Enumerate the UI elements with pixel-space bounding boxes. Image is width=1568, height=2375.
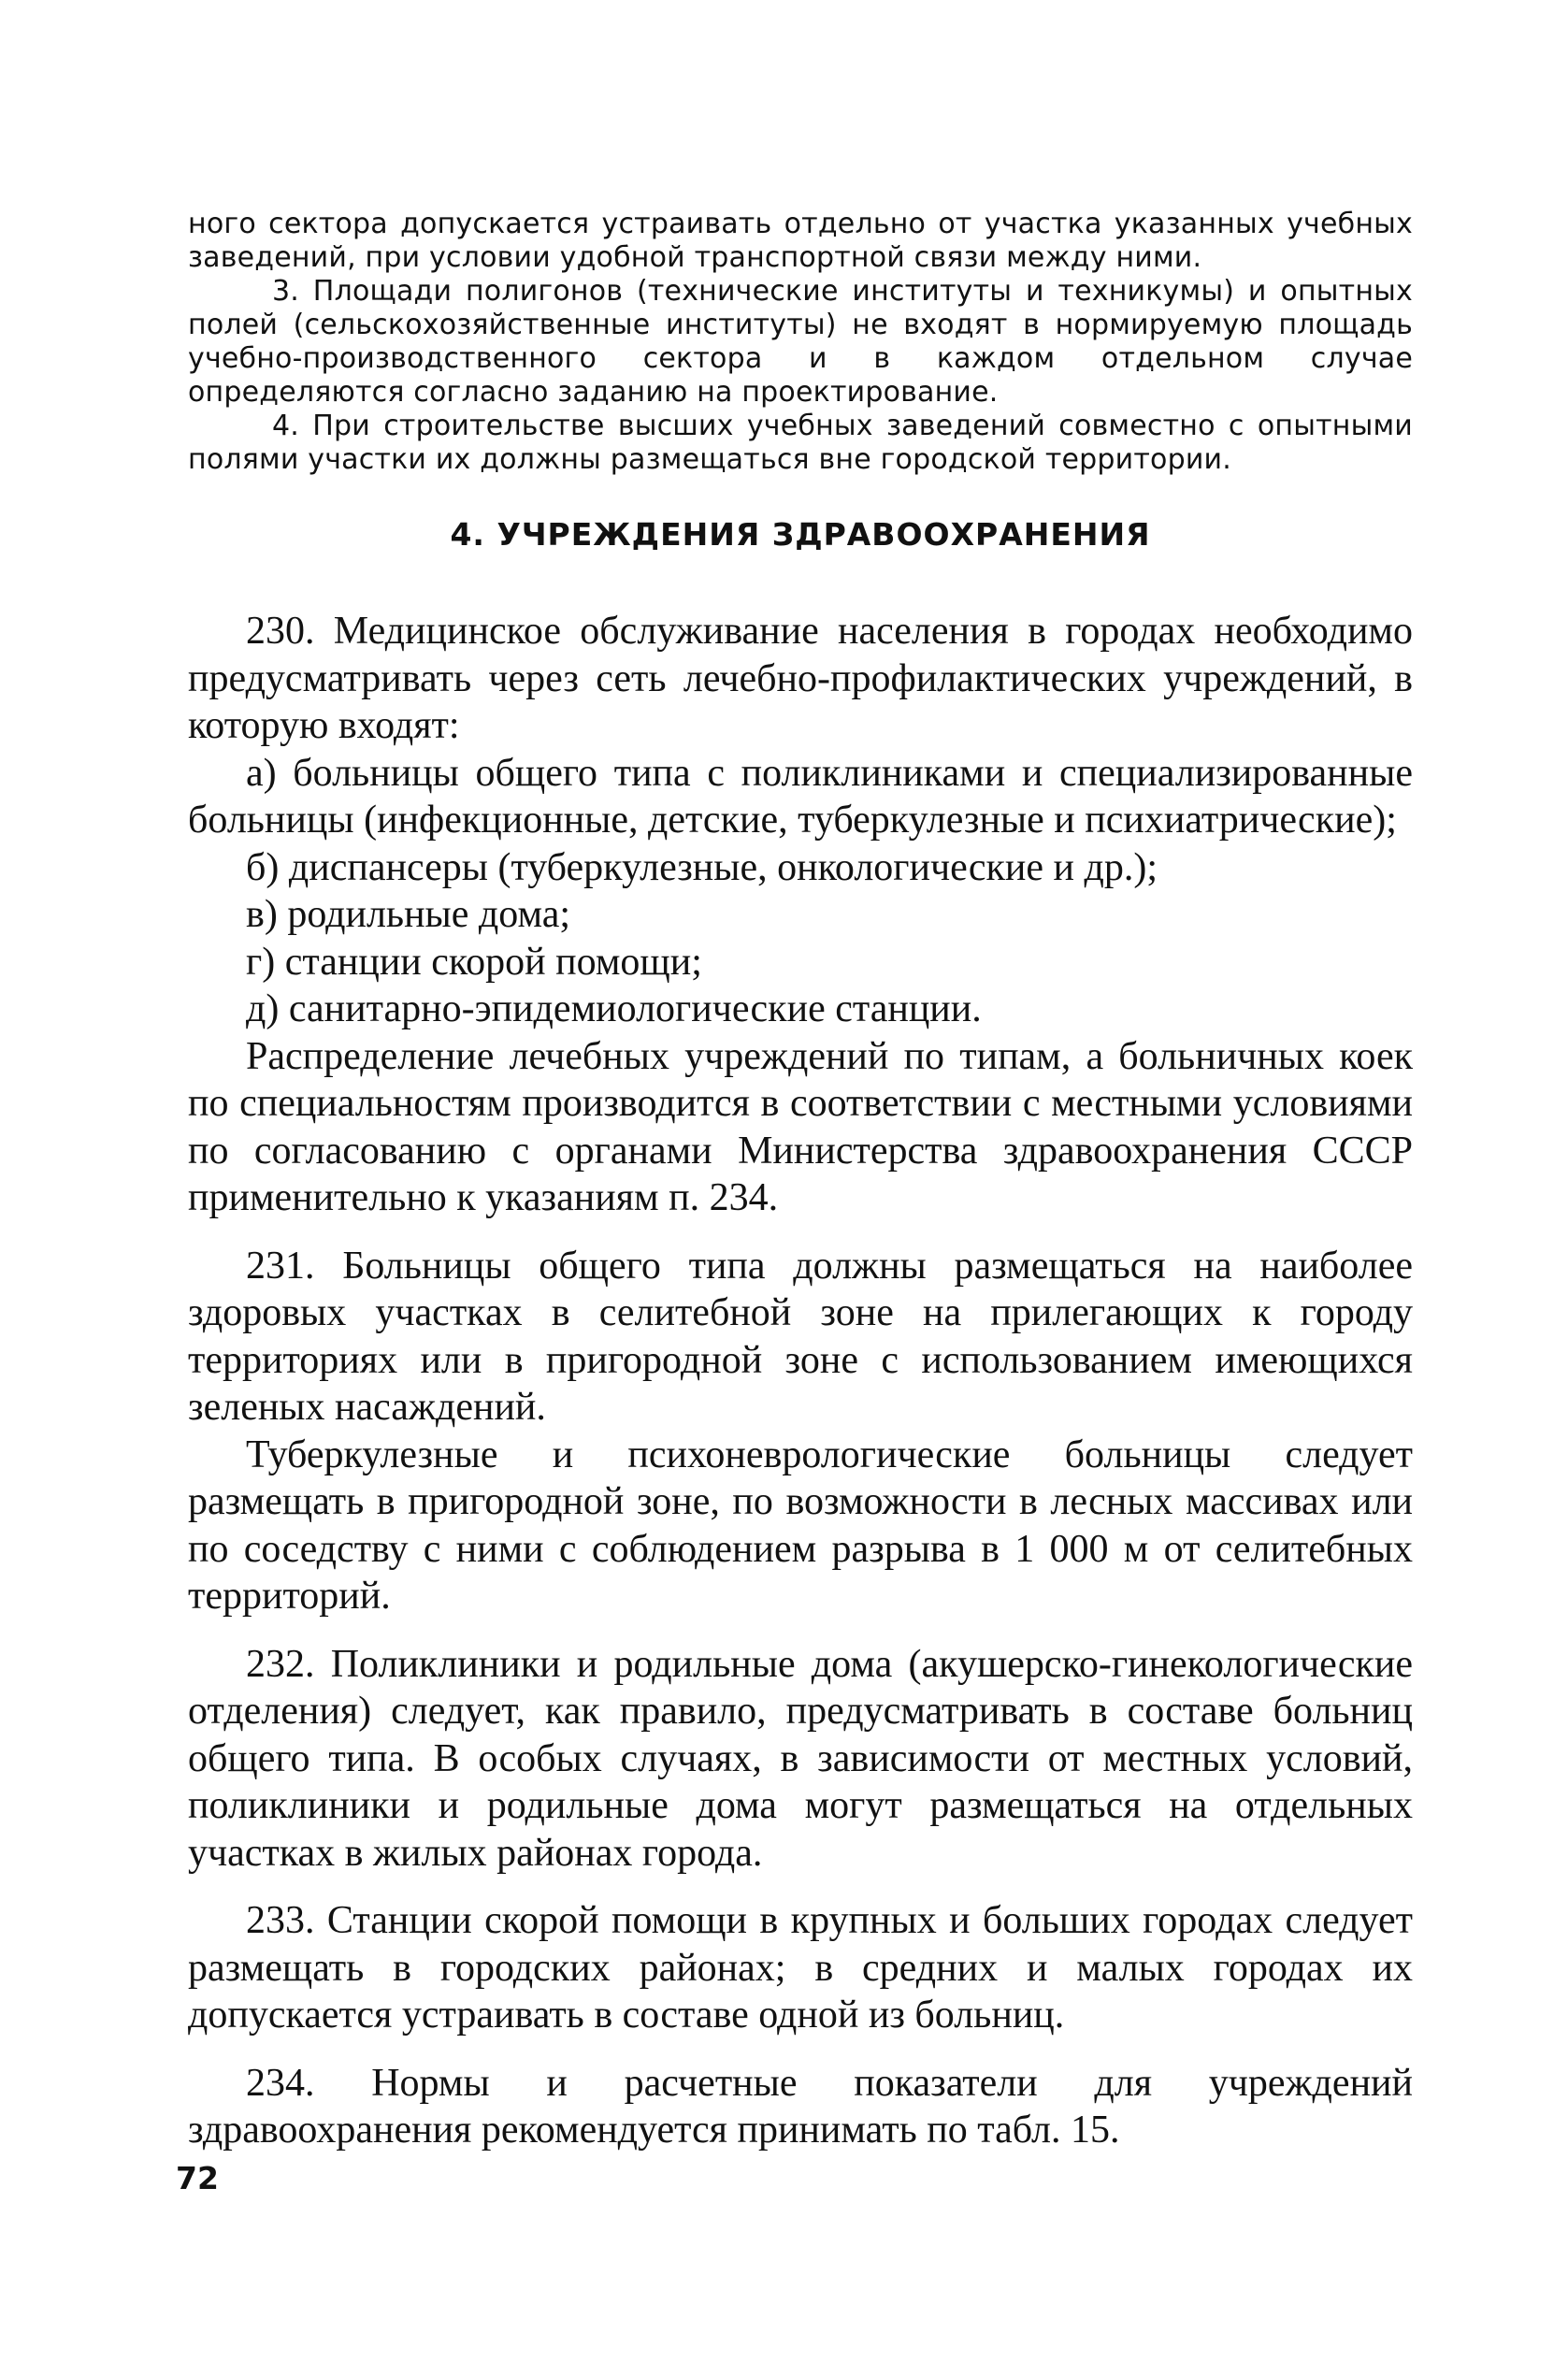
spacer	[188, 1222, 1413, 1243]
spacer	[188, 2039, 1413, 2060]
spacer	[188, 1620, 1413, 1641]
note-4: 4. При строительстве высших учебных заведений совместно с опытными полями участки их должны размещаться вне городской территории.	[188, 410, 1413, 476]
top-notes	[188, 208, 1413, 477]
paragraph-230-continued: Распределение лечебных учреждений по типам, а больничных коек по специальностям производится в соответствии с местными условиями по согласованию с органами Министерства здравоохранения СССР применительно к указаниям п. 234.	[188, 1034, 1413, 1219]
paragraph-231: 231. Больницы общего типа должны размещаться на наиболее здоровых участках в селитебной зоне на прилегающих к городу территориях или в пригородной зоне с использованием имеющихся зеленых насаждений.	[188, 1244, 1413, 1429]
spacer	[188, 1877, 1413, 1897]
list-item-b: б) диспансеры (туберкулезные, онкологические и др.);	[246, 845, 1158, 889]
note-continuation: ного сектора допускается устраивать отдельно от участка указанных учебных заведений, при условии удобной транспортной связи между ними.	[188, 208, 1413, 274]
page-number: 72	[176, 2160, 219, 2196]
paragraph-233: 233. Станции скорой помощи в крупных и больших городах следует размещать в городских районах; в средних и малых городах их допускается устраивать в составе одной из больниц.	[188, 1899, 1413, 2037]
list-item-v: в) родильные дома;	[246, 893, 571, 936]
paragraph-231-continued: Туберкулезные и психоневрологические больницы следует размещать в пригородной зоне, по возможности в лесных массивах или по соседству с ними с соблюдением разрыва в 1 000 м от селитебных территорий.	[188, 1432, 1413, 1618]
note-3: 3. Площади полигонов (технические институты и техникумы) и опытных полей (сельскохозяйственные институты) не входят в нормируемую площадь учебно-производственного сектора и в каждом отдельном случае определяются согласно заданию на проектирование.	[188, 275, 1413, 409]
main-text	[188, 608, 1413, 2154]
section-heading: 4. УЧРЕЖДЕНИЯ ЗДРАВООХРАНЕНИЯ	[450, 516, 1151, 553]
list-item-g: г) станции скорой помощи;	[246, 940, 702, 984]
paragraph-232: 232. Поликлиники и родильные дома (акушерско-гинекологические отделения) следует, как правило, предусматривать в составе больниц общего типа. В особых случаях, в зависимости от местных условий, поликлиники и родильные дома могут размещаться на отдельных участках в жилых районах города.	[188, 1642, 1413, 1875]
paragraph-230: 230. Медицинское обслуживание населения в городах необходимо предусматривать через сеть лечебно-профилактических учреждений, в которую входят:	[188, 610, 1413, 747]
list-item-d: д) санитарно-эпидемиологические станции.	[246, 987, 982, 1030]
list-item-a: а) больницы общего типа с поликлиниками и специализированные больницы (инфекционные, детские, туберкулезные и психиатрические);	[188, 751, 1413, 842]
paragraph-234: 234. Нормы и расчетные показатели для учреждений здравоохранения рекомендуется принимать по табл. 15.	[188, 2061, 1413, 2152]
